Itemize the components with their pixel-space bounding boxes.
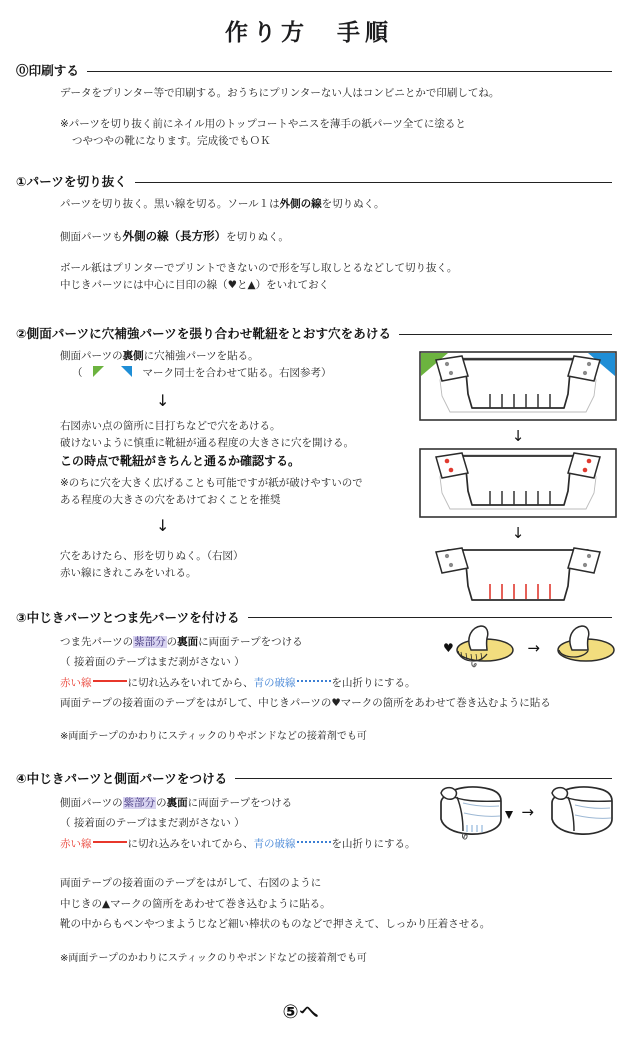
side-line-2: （ 接着面のテープはまだ剥がさない ） — [60, 817, 245, 830]
shoe-after-illustration — [542, 781, 622, 843]
instruction-sheet-page — [0, 14, 628, 1038]
cut-line-3: ボール紙はプリンターでプリントできないので形を写し取しとるなどして切り抜く。 — [60, 262, 458, 274]
side-line-3-mid: に切れ込みをいれてから、 — [127, 837, 254, 850]
section-rule — [399, 334, 612, 335]
toe-red-label: 赤い線 — [60, 676, 92, 689]
figure-side-panel-with-reinforcement — [418, 350, 618, 426]
cut-line-1-a: パーツを切り抜く。黒い線を切る。ソール１は — [60, 198, 280, 210]
section-heading-insole-side: ④中じきパーツと側面パーツをつける — [16, 770, 228, 786]
page-title: 作り方 手順 — [225, 20, 393, 46]
side-line-5: 中じきの▲マークの箇所をあわせて巻き込むように貼る。 — [60, 897, 331, 910]
print-line-1: データをプリンター等で印刷する。おうちにプリンターない人はコンビニとかで印刷してね。 — [60, 87, 500, 99]
figure-side-panel-hole-positions — [418, 447, 618, 523]
figure-arrow-right: → — [527, 638, 540, 657]
toe-line-3 — [60, 673, 612, 693]
section-rule — [235, 778, 612, 779]
cut-line-1-emphasis: 外側の線 — [279, 198, 322, 210]
section-insole-toe — [0, 608, 628, 747]
holes-line-8: 穴をあけたら、形を切りぬく。（右図） — [60, 549, 244, 562]
holes-line-1-a: 側面パーツの — [60, 350, 123, 362]
print-note-line-1: ※パーツを切り抜く前にネイル用のトップコートやニスを薄手の紙パーツ全てに塗ると — [60, 118, 466, 130]
toe-line-5-note: ※両面テープのかわりにスティックのりやボンドなどの接着剤でも可 — [60, 731, 367, 743]
toe-line-3-tail: を山折りにする。 — [331, 676, 416, 689]
section-holes — [0, 324, 628, 582]
section-insole-side — [0, 769, 628, 968]
section-print — [0, 61, 628, 150]
next-page-link[interactable]: ⑤へ — [282, 1001, 320, 1023]
cut-line-2-emphasis: 外側の線（長方形） — [122, 229, 227, 243]
holes-figure-group — [418, 350, 618, 612]
holes-line-7: ある程度の大きさの穴をあけておくことを推奨 — [60, 493, 281, 506]
side-blue-label: 青の破線 — [253, 837, 296, 850]
side-line-4: 両面テープの接着面のテープをはがして、右図のように — [60, 877, 322, 890]
cut-line-1 — [60, 196, 612, 213]
side-line-1-emphasis: 裏面 — [166, 796, 188, 809]
holes-line-4: 破けないように慎重に靴紐が通る程度の大きさに穴を開ける。 — [60, 437, 354, 449]
side-line-3-tail: を山折りにする。 — [331, 837, 416, 850]
toe-line-2: （ 接着面のテープはまだ剥がさない ） — [60, 656, 245, 669]
cut-line-2-a: 側面パーツも — [60, 231, 123, 243]
blue-triangle-mark-icon — [120, 365, 133, 384]
toe-line-3-mid: に切れ込みをいれてから、 — [127, 676, 254, 689]
cut-line-2-c: を切りぬく。 — [226, 231, 289, 243]
toe-after-illustration — [548, 624, 620, 672]
figure-toe-cap-on-insole — [441, 624, 620, 672]
figure-side-panel-cut-out — [418, 544, 618, 612]
holes-line-2 — [60, 365, 366, 384]
section-heading-insole-toe: ③中じきパーツとつま先パーツを付ける — [16, 609, 240, 625]
toe-line-1-c: に両面テープをつける — [198, 635, 303, 648]
side-line-1-b: の — [156, 796, 167, 809]
holes-line-5-bold: この時点で靴紐がきちんと通るか確認する。 — [60, 454, 301, 468]
toe-purple-highlight: 紫部分 — [134, 635, 166, 648]
toe-line-1-emphasis: 裏面 — [177, 635, 199, 648]
holes-arrow-1: ↓ — [156, 391, 170, 410]
side-line-7-note: ※両面テープのかわりにスティックのりやボンドなどの接着剤でも可 — [60, 952, 367, 964]
toe-line-1-b: の — [166, 635, 178, 648]
toe-blue-label: 青の破線 — [253, 676, 296, 689]
green-triangle-mark-icon — [92, 365, 105, 384]
red-solid-line-sample — [93, 841, 127, 843]
cut-line-2 — [60, 227, 612, 246]
blue-dashed-line-sample — [297, 680, 331, 682]
side-red-label: 赤い線 — [60, 837, 92, 850]
section-body-holes — [16, 348, 366, 582]
cut-line-1-c: を切りぬく。 — [321, 198, 385, 210]
side-line-6: 靴の中からもペンやつまようじなど細い棒状のものなどで押さえて、しっかり圧着させる。 — [60, 918, 491, 931]
section-heading-cut-parts: ①パーツを切り抜く — [16, 174, 127, 189]
toe-line-1-a: つま先パーツの — [60, 635, 134, 648]
holes-line-3: 右図赤い点の箇所に目打ちなどで穴をあける。 — [60, 420, 281, 432]
toe-line-4: 両面テープの接着面のテープをはがして、中じきパーツの♥マークの箇所をあわせて巻き込むように貼る — [60, 697, 551, 709]
holes-arrow-2: ↓ — [156, 515, 170, 535]
section-rule — [135, 182, 612, 183]
figure-arrow-down-2: ↓ — [511, 524, 525, 542]
holes-paren-open: （ — [72, 367, 83, 379]
svg-text:♥: ♥ — [443, 640, 455, 655]
section-header-holes — [16, 324, 612, 342]
section-heading-holes: ②側面パーツに穴補強パーツを張り合わせ靴紐をとおす穴をあける — [16, 326, 392, 341]
side-purple-highlight: 紫部分 — [123, 796, 156, 809]
holes-line-2-tail: マーク同士を合わせて貼る。右図参考） — [142, 367, 332, 379]
print-note-line-2: つやつやの靴になります。完成後でもＯＫ — [72, 135, 271, 147]
figure-arrow-right: → — [521, 802, 534, 821]
holes-line-1-emphasis: 裏側 — [122, 350, 144, 362]
section-header-cut-parts — [16, 172, 612, 190]
section-rule — [248, 617, 612, 618]
holes-line-1 — [60, 348, 366, 365]
section-rule — [87, 71, 612, 72]
figure-side-panel-wrapped-on-insole — [427, 781, 622, 843]
red-solid-line-sample — [93, 680, 127, 682]
toe-before-illustration — [441, 624, 519, 672]
shoe-before-illustration — [427, 781, 513, 843]
holes-line-1-c: に穴補強パーツを貼る。 — [143, 350, 259, 362]
section-cut-parts — [0, 172, 628, 294]
section-heading-print: ⓪印刷する — [16, 63, 80, 78]
cut-line-4: 中じきパーツには中心に目印の線（♥と▲）をいれておく — [60, 279, 330, 291]
side-line-1-c: に両面テープをつける — [187, 796, 293, 809]
blue-dashed-line-sample — [297, 841, 331, 843]
section-header-print — [16, 61, 612, 79]
holes-line-9: 赤い線にきれこみをいれる。 — [60, 566, 197, 579]
figure-arrow-down-1: ↓ — [511, 427, 525, 445]
holes-line-6: ※のちに穴を大きく広げることも可能ですが紙が破けやすいので — [60, 476, 363, 489]
side-line-1-a: 側面パーツの — [60, 796, 123, 809]
section-body-print — [16, 85, 612, 150]
section-body-cut-parts — [16, 196, 612, 294]
